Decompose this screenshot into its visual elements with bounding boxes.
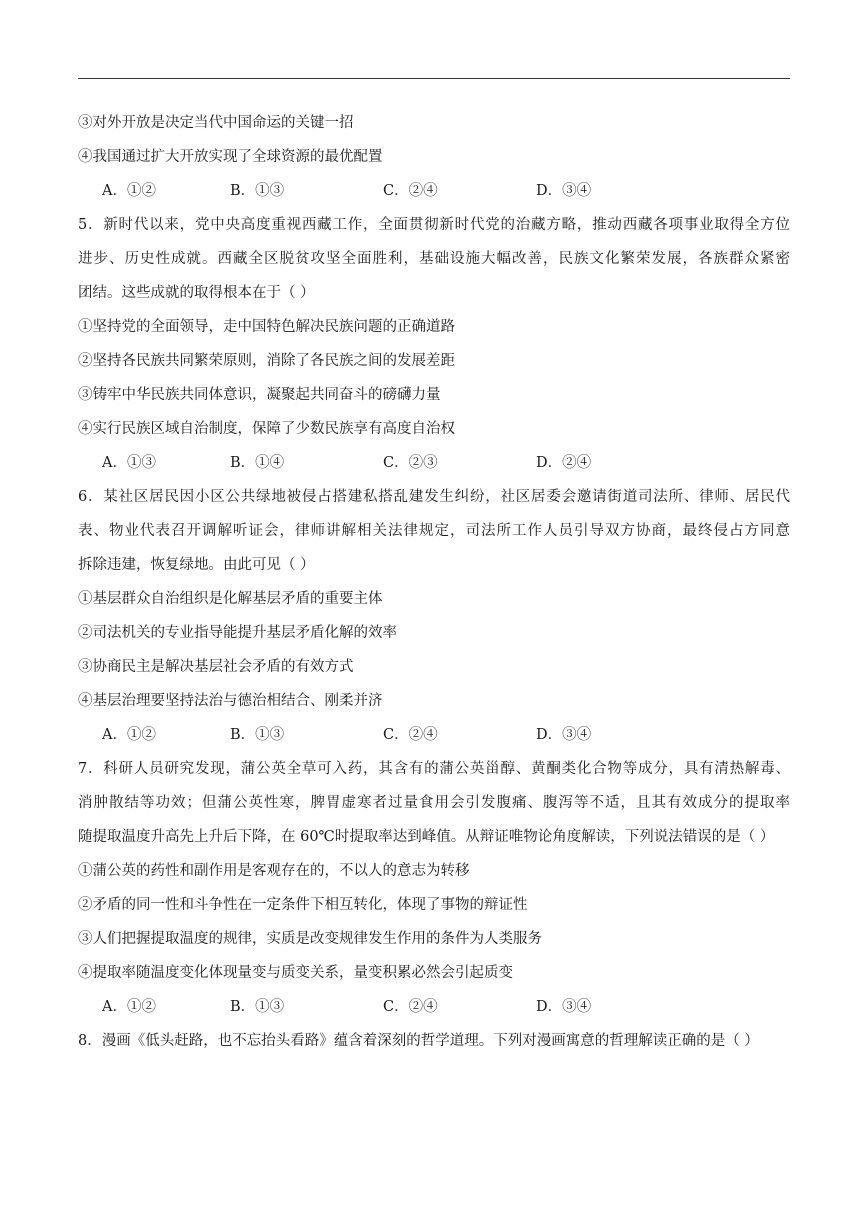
answer-options bbox=[78, 174, 790, 208]
option-a[interactable]: A．①② bbox=[102, 999, 156, 1015]
statement-item: ①坚持党的全面领导，走中国特色解决民族问题的正确道路 bbox=[78, 319, 455, 335]
question-8 bbox=[78, 1024, 790, 1058]
question-stem-line: 表、物业代表召开调解听证会，律师讲解相关法律规定，司法所工作人员引导双方协商，最终侵占方同意 bbox=[78, 523, 790, 539]
statement-item: ④基层治理要坚持法治与德治相结合、刚柔并济 bbox=[78, 693, 383, 709]
statement-item: ③铸牢中华民族共同体意识，凝聚起共同奋斗的磅礴力量 bbox=[78, 387, 441, 403]
statement-item: ②坚持各民族共同繁荣原则，消除了各民族之间的发展差距 bbox=[78, 353, 455, 369]
question-stem-line: 6．某社区居民因小区公共绿地被侵占搭建私搭乱建发生纠纷，社区居委会邀请街道司法所、律师、居民代 bbox=[78, 489, 790, 505]
statement-item: ③对外开放是决定当代中国命运的关键一招 bbox=[78, 115, 354, 131]
statement-item: ④实行民族区域自治制度，保障了少数民族享有高度自治权 bbox=[78, 421, 455, 437]
option-b[interactable]: B．①④ bbox=[230, 455, 285, 471]
answer-options bbox=[78, 718, 790, 752]
option-a[interactable]: A．①② bbox=[102, 183, 156, 199]
question-stem-line: 随提取温度升高先上升后下降，在 60℃时提取率达到峰值。从辩证唯物论角度解读，下列说法错误的是（ ） bbox=[78, 829, 775, 845]
statement-item: ②司法机关的专业指导能提升基层矛盾化解的效率 bbox=[78, 625, 397, 641]
option-c[interactable]: C．②③ bbox=[383, 455, 438, 471]
option-c[interactable]: C．②④ bbox=[383, 727, 438, 743]
option-b[interactable]: B．①③ bbox=[230, 727, 285, 743]
question-7 bbox=[78, 752, 790, 1024]
question-stem-line: 进步、历史性成就。西藏全区脱贫攻坚全面胜利，基础设施大幅改善，民族文化繁荣发展，各族群众紧密 bbox=[78, 251, 790, 267]
option-d[interactable]: D．③④ bbox=[536, 727, 592, 743]
statement-item: ④我国通过扩大开放实现了全球资源的最优配置 bbox=[78, 149, 383, 165]
statement-item: ④提取率随温度变化体现量变与质变关系，量变积累必然会引起质变 bbox=[78, 965, 513, 981]
option-d[interactable]: D．②④ bbox=[536, 455, 592, 471]
option-b[interactable]: B．①③ bbox=[230, 999, 285, 1015]
statement-item: ①基层群众自治组织是化解基层矛盾的重要主体 bbox=[78, 591, 383, 607]
answer-options bbox=[78, 446, 790, 480]
question-stem-line: 8．漫画《低头赶路，也不忘抬头看路》蕴含着深刻的哲学道理。下列对漫画寓意的哲理解读正确的是（ ） bbox=[78, 1033, 759, 1049]
exam-page-content bbox=[78, 106, 790, 1058]
statement-item: ①蒲公英的药性和副作用是客观存在的，不以人的意志为转移 bbox=[78, 863, 470, 879]
question-4-tail bbox=[78, 106, 790, 208]
answer-options bbox=[78, 990, 790, 1024]
option-c[interactable]: C．②④ bbox=[383, 183, 438, 199]
statement-item: ③人们把握提取温度的规律，实质是改变规律发生作用的条件为人类服务 bbox=[78, 931, 542, 947]
statement-item: ③协商民主是解决基层社会矛盾的有效方式 bbox=[78, 659, 354, 675]
statement-item: ②矛盾的同一性和斗争性在一定条件下相互转化，体现了事物的辩证性 bbox=[78, 897, 528, 913]
question-stem-line: 7．科研人员研究发现，蒲公英全草可入药，其含有的蒲公英甾醇、黄酮类化合物等成分，具有清热解毒、 bbox=[78, 761, 790, 777]
question-stem-line: 团结。这些成就的取得根本在于（ ） bbox=[78, 285, 315, 301]
question-stem-line: 5．新时代以来，党中央高度重视西藏工作，全面贯彻新时代党的治藏方略，推动西藏各项事业取得全方位 bbox=[78, 217, 790, 233]
question-6 bbox=[78, 480, 790, 752]
option-d[interactable]: D．③④ bbox=[536, 999, 592, 1015]
header-rule bbox=[78, 78, 790, 79]
option-a[interactable]: A．①③ bbox=[102, 455, 156, 471]
question-stem-line: 拆除违建，恢复绿地。由此可见（ ） bbox=[78, 557, 315, 573]
question-stem-line: 消肿散结等功效；但蒲公英性寒，脾胃虚寒者过量食用会引发腹痛、腹泻等不适，且其有效成分的提取率 bbox=[78, 795, 790, 811]
option-b[interactable]: B．①③ bbox=[230, 183, 285, 199]
option-d[interactable]: D．③④ bbox=[536, 183, 592, 199]
question-5 bbox=[78, 208, 790, 480]
option-a[interactable]: A．①② bbox=[102, 727, 156, 743]
option-c[interactable]: C．②④ bbox=[383, 999, 438, 1015]
